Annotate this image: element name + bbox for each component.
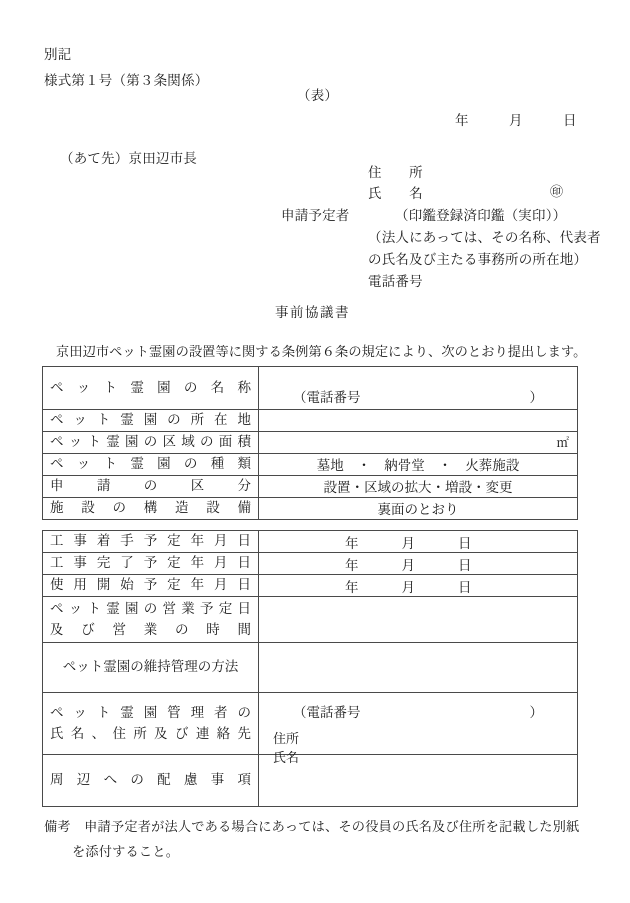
phone-label: （電話番号 <box>293 704 361 720</box>
row-label: 申請の区分 <box>50 477 251 493</box>
table-row <box>43 475 578 497</box>
construction-start-date-cell[interactable] <box>259 531 578 553</box>
date-placeholder <box>269 532 567 552</box>
cemetery-location-value-cell[interactable] <box>259 410 578 432</box>
applicant-name-label: 氏 名 <box>368 186 423 201</box>
bekki-label: 別記 <box>44 47 72 62</box>
phone-label: （電話番号 <box>293 390 361 405</box>
table-row <box>43 693 578 755</box>
row-label-cell <box>43 410 259 432</box>
addressee-label: （あて先）京田辺市長 <box>60 151 197 166</box>
row-label-cell <box>43 431 259 453</box>
row-label: ペット霊園の区域の面積 <box>50 433 251 449</box>
applicant-phone-label: 電話番号 <box>368 274 423 289</box>
row-label: 工事完了予定年月日 <box>50 555 251 571</box>
table-row <box>43 531 578 553</box>
facility-structure-value[interactable]: 裏面のとおり <box>259 497 578 519</box>
day-char: 日 <box>458 535 472 551</box>
business-days-hours-cell[interactable] <box>259 597 578 643</box>
maintenance-method-cell[interactable] <box>259 643 578 693</box>
month-char: 月 <box>401 535 415 551</box>
row-label: ペット霊園の所在地 <box>50 412 251 427</box>
remarks-line2: を添付すること。 <box>72 844 180 859</box>
date-placeholder <box>269 554 567 574</box>
row-label-cell <box>43 643 259 693</box>
manager-name-label: 氏名 <box>273 749 300 765</box>
application-category-options[interactable]: 設置・区域の拡大・増設・変更 <box>259 475 578 497</box>
table-row <box>43 453 578 475</box>
cemetery-name-value-cell[interactable] <box>259 367 578 410</box>
pet-cemetery-info-table <box>42 366 578 520</box>
page-title: 事前協議書 <box>275 305 350 320</box>
table-row <box>43 431 578 453</box>
row-label-cell <box>43 367 259 410</box>
row-label: ペット霊園の名称 <box>50 379 251 395</box>
row-label-line1: ペット霊園の営業予定日 <box>50 600 251 616</box>
manager-phone-hint-line <box>269 701 567 721</box>
applicant-address-label: 住 所 <box>368 165 423 180</box>
day-char: 日 <box>458 579 472 595</box>
corporate-note-line1: （法人にあっては、その名称、代表者 <box>368 230 601 245</box>
day-char: 日 <box>458 557 472 573</box>
row-label-cell <box>43 553 259 575</box>
row-label: ペット霊園の種類 <box>50 455 251 471</box>
table-row <box>43 755 578 807</box>
row-label-cell <box>43 531 259 553</box>
row-label: 工事着手予定年月日 <box>50 533 251 549</box>
cemetery-area-value-cell[interactable] <box>259 431 578 453</box>
row-label-cell <box>43 693 259 755</box>
row-label-line1: ペット霊園管理者の <box>50 704 251 720</box>
month-char: 月 <box>401 579 415 595</box>
row-label-cell <box>43 755 259 807</box>
schedule-and-management-table <box>42 530 578 807</box>
date-line[interactable]: 年 月 日 <box>455 113 577 128</box>
neighborhood-consideration-cell[interactable] <box>259 755 578 807</box>
manager-contact-cell[interactable] <box>259 693 578 765</box>
cemetery-type-options[interactable]: 墓地 ・ 納骨堂 ・ 火葬施設 <box>259 453 578 475</box>
table-row <box>43 410 578 432</box>
row-label-line2: 氏名、住所及び連絡先 <box>50 725 251 741</box>
row-label-cell <box>43 475 259 497</box>
area-unit: ㎡ <box>556 435 569 450</box>
table-row <box>43 553 578 575</box>
table-row <box>43 643 578 693</box>
year-char: 年 <box>345 535 359 551</box>
table-row <box>43 597 578 643</box>
side-label: （表） <box>297 88 339 103</box>
table-row <box>43 575 578 597</box>
phone-close-paren: ） <box>529 390 543 405</box>
form-number-label: 様式第１号（第３条関係） <box>44 73 209 88</box>
date-placeholder <box>269 576 567 596</box>
phone-hint-line <box>259 386 577 406</box>
phone-close-paren: ） <box>529 704 543 720</box>
corporate-note-line2: の氏名及び主たる事務所の所在地） <box>368 252 588 267</box>
lead-text: 京田辺市ペット霊園の設置等に関する条例第６条の規定により、次のとおり提出します。 <box>56 344 587 359</box>
year-char: 年 <box>345 579 359 595</box>
seal-note: （印鑑登録済印鑑（実印）） <box>395 208 567 223</box>
table-row <box>43 497 578 519</box>
row-label-cell <box>43 453 259 475</box>
year-char: 年 <box>345 557 359 573</box>
row-label-cell <box>43 497 259 519</box>
row-label-cell <box>43 597 259 643</box>
manager-address-label: 住所 <box>273 730 300 746</box>
row-label: 施設の構造設備 <box>50 499 251 515</box>
table-row <box>43 367 578 410</box>
row-label: 周辺への配慮事項 <box>50 772 251 788</box>
row-label-cell <box>43 575 259 597</box>
remarks-line1: 備考 申請予定者が法人である場合にあっては、その役員の氏名及び住所を記載した別紙 <box>44 819 580 834</box>
use-start-date-cell[interactable] <box>259 575 578 597</box>
row-label-line2: 及び営業の時間 <box>50 621 251 637</box>
seal-mark-icon: ㊞ <box>550 184 564 199</box>
construction-end-date-cell[interactable] <box>259 553 578 575</box>
row-label: ペット霊園の維持管理の方法 <box>62 659 239 675</box>
month-char: 月 <box>401 557 415 573</box>
row-label: 使用開始予定年月日 <box>50 577 251 593</box>
applicant-label: 申請予定者 <box>281 208 350 223</box>
